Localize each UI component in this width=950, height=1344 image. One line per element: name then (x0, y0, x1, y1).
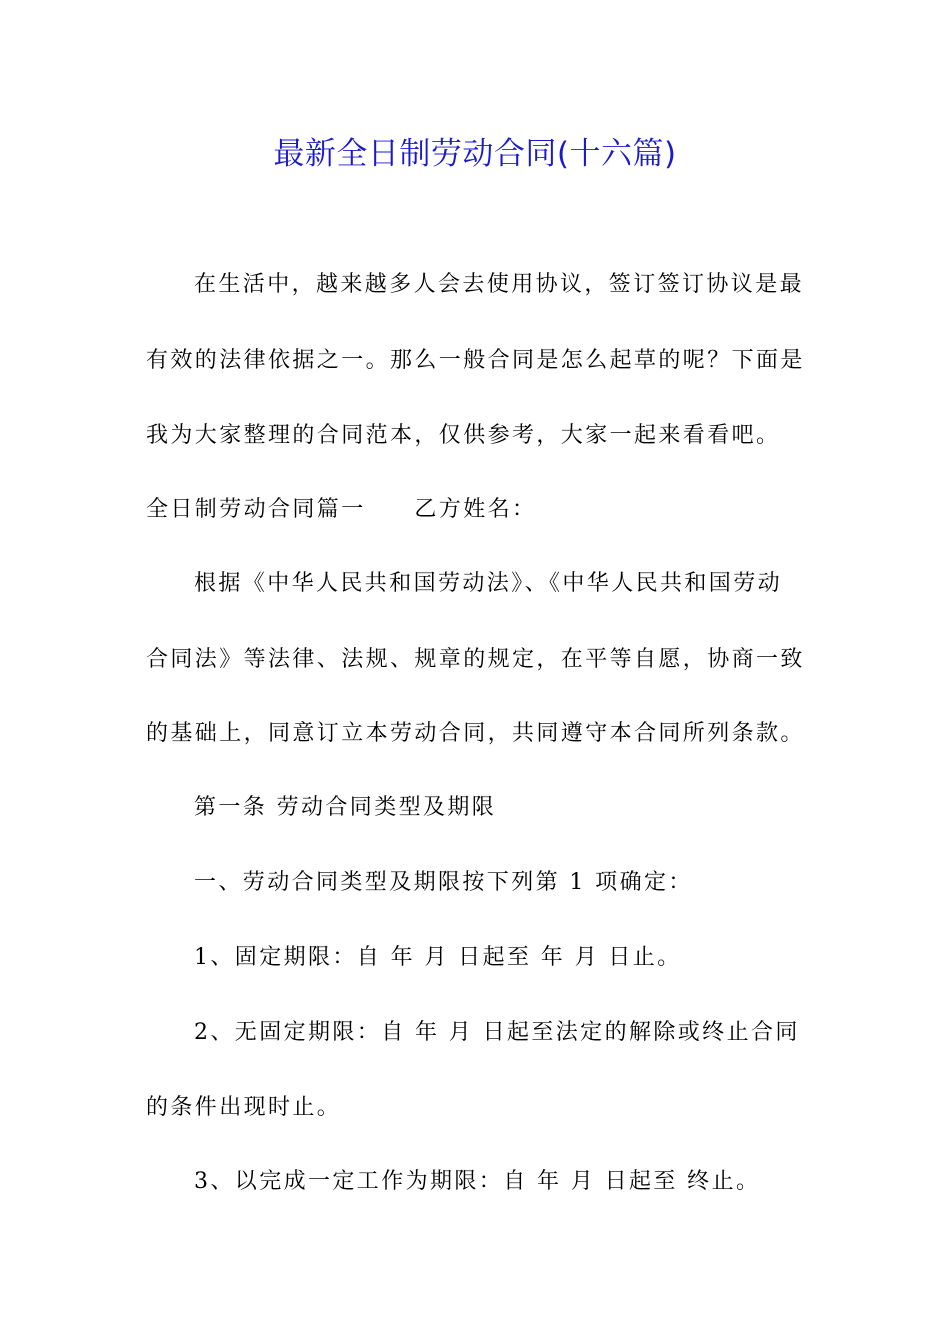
paragraph-line: 根据《中华人民共和国劳动法》、《中华人民共和国劳动 (194, 571, 783, 596)
paragraph-line: 的基础上，同意订立本劳动合同，共同遵守本合同所列条款。 (146, 721, 805, 746)
paragraph-line: 合同法》等法律、法规、规章的规定，在平等自愿，协商一致 (146, 647, 805, 672)
paragraph-line: 我为大家整理的合同范本，仅供参考，大家一起来看看吧。 (146, 423, 781, 448)
clause-item: 2、无固定期限：自 年 月 日起至法定的解除或终止合同 (194, 1020, 800, 1045)
clause-line: 一、劳动合同类型及期限按下列第 1 项确定： (194, 870, 693, 895)
paragraph-line: 有效的法律依据之一。那么一般合同是怎么起草的呢？下面是 (146, 348, 805, 373)
clause-item: 1、固定期限：自 年 月 日起至 年 月 日止。 (194, 945, 682, 970)
paragraph-line: 在生活中，越来越多人会去使用协议，签订签订协议是最 (194, 272, 805, 297)
clause-item-continued: 的条件出现时止。 (146, 1095, 342, 1120)
page-title: 最新全日制劳动合同(十六篇) (273, 136, 677, 172)
clause-item: 3、以完成一定工作为期限：自 年 月 日起至 终止。 (194, 1169, 761, 1194)
article-heading: 第一条 劳动合同类型及期限 (194, 795, 497, 820)
section-heading-line: 全日制劳动合同篇一 乙方姓名： (146, 497, 537, 522)
